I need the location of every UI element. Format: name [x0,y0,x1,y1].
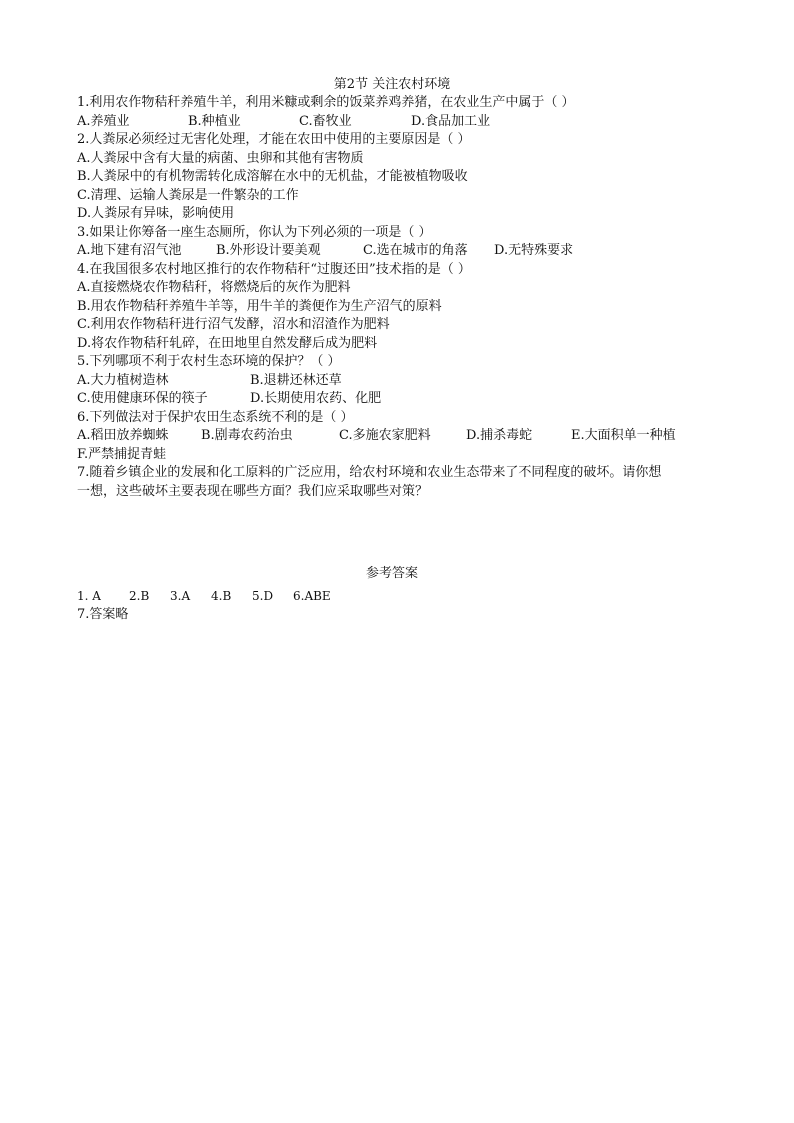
question-5-options-row-2 [77,390,717,409]
option-a: A.直接燃烧农作物秸秆，将燃烧后的灰作为肥料 [77,280,351,295]
option-a: A.地下建有沼气池 [77,243,182,258]
question-5-options-row-1 [77,372,717,391]
option-f: F.严禁捕捉青蛙 [77,446,167,462]
answers-row [77,587,717,606]
option-a: A.稻田放养蜘蛛 [77,428,169,443]
option-b: B.种植业 [188,113,241,129]
answers-title: 参考答案 [365,566,418,581]
option-e: E.大面积单一种植 [571,428,676,443]
option-b: B.退耕还林还草 [250,372,342,388]
option-b: B.剧毒农药治虫 [201,428,293,443]
question-7-line-2: 一想，这些破坏主要表现在哪些方面？我们应采取哪些对策？ [77,483,429,499]
question-1-options [77,113,717,132]
option-a: A.人粪尿中含有大量的病菌、虫卵和其他有害物质 [77,150,364,166]
worksheet [77,76,717,624]
answer-1: 1. A [77,589,101,603]
question-1-stem: 1.利用农作物秸秆养殖牛羊，利用米糠或剩余的饭菜养鸡养猪，在农业生产中属于（ ） [77,95,575,110]
option-c: C.选在城市的角落 [363,243,468,258]
option-d: D.长期使用农药、化肥 [250,391,382,406]
question-3-options [77,242,717,261]
question-7-line-1: 7.随着乡镇企业的发展和化工原料的广泛应用，给农村环境和农业生态带来了不同程度的破坏。请你想 [77,465,662,480]
question-5-stem: 5.下列哪项不利于农村生态环境的保护？（ ） [77,354,341,369]
option-c: C.多施农家肥料 [339,428,431,443]
question-2-stem: 2.人粪尿必须经过无害化处理，才能在农田中使用的主要原因是（ ） [77,132,471,147]
answer-3: 3.A [170,589,191,603]
option-a: A.大力植树造林 [77,372,169,388]
option-c: C.利用农作物秸秆进行沼气发酵，沼水和沼渣作为肥料 [77,317,390,332]
answer-7: 7.答案略 [77,606,129,622]
option-d: D.食品加工业 [411,113,491,129]
page-title: 第2节 关注农村环境 [333,77,451,92]
option-d: D.无特殊要求 [494,243,574,258]
answer-5: 5.D [252,589,274,603]
question-3-stem: 3.如果让你筹备一座生态厕所，你认为下列必须的一项是（ ） [77,224,432,240]
answer-4: 4.B [211,589,232,603]
question-6-options-row-1 [77,427,717,446]
option-b: B.人粪尿中的有机物需转化成溶解在水中的无机盐，才能被植物吸收 [77,169,468,184]
option-c: C.畜牧业 [299,113,352,129]
answer-6: 6.ABE [293,589,331,603]
answer-2: 2.B [129,589,150,603]
question-4-stem: 4.在我国很多农村地区推行的农作物秸秆“过腹还田”技术指的是（ ） [77,261,471,277]
option-b: B.外形设计要美观 [216,243,321,258]
option-d: D.将农作物秸秆轧碎，在田地里自然发酵后成为肥料 [77,335,378,351]
question-6-stem: 6.下列做法对于保护农田生态系统不利的是（ ） [77,409,354,425]
option-d: D.人粪尿有异味，影响使用 [77,206,235,221]
option-b: B.用农作物秸秆养殖牛羊等，用牛羊的粪便作为生产沼气的原料 [77,298,442,314]
option-c: C.清理、运输人粪尿是一件繁杂的工作 [77,187,299,203]
option-c: C.使用健康环保的筷子 [77,391,208,406]
option-a: A.养殖业 [77,113,130,129]
option-d: D.捕杀毒蛇 [466,428,533,443]
